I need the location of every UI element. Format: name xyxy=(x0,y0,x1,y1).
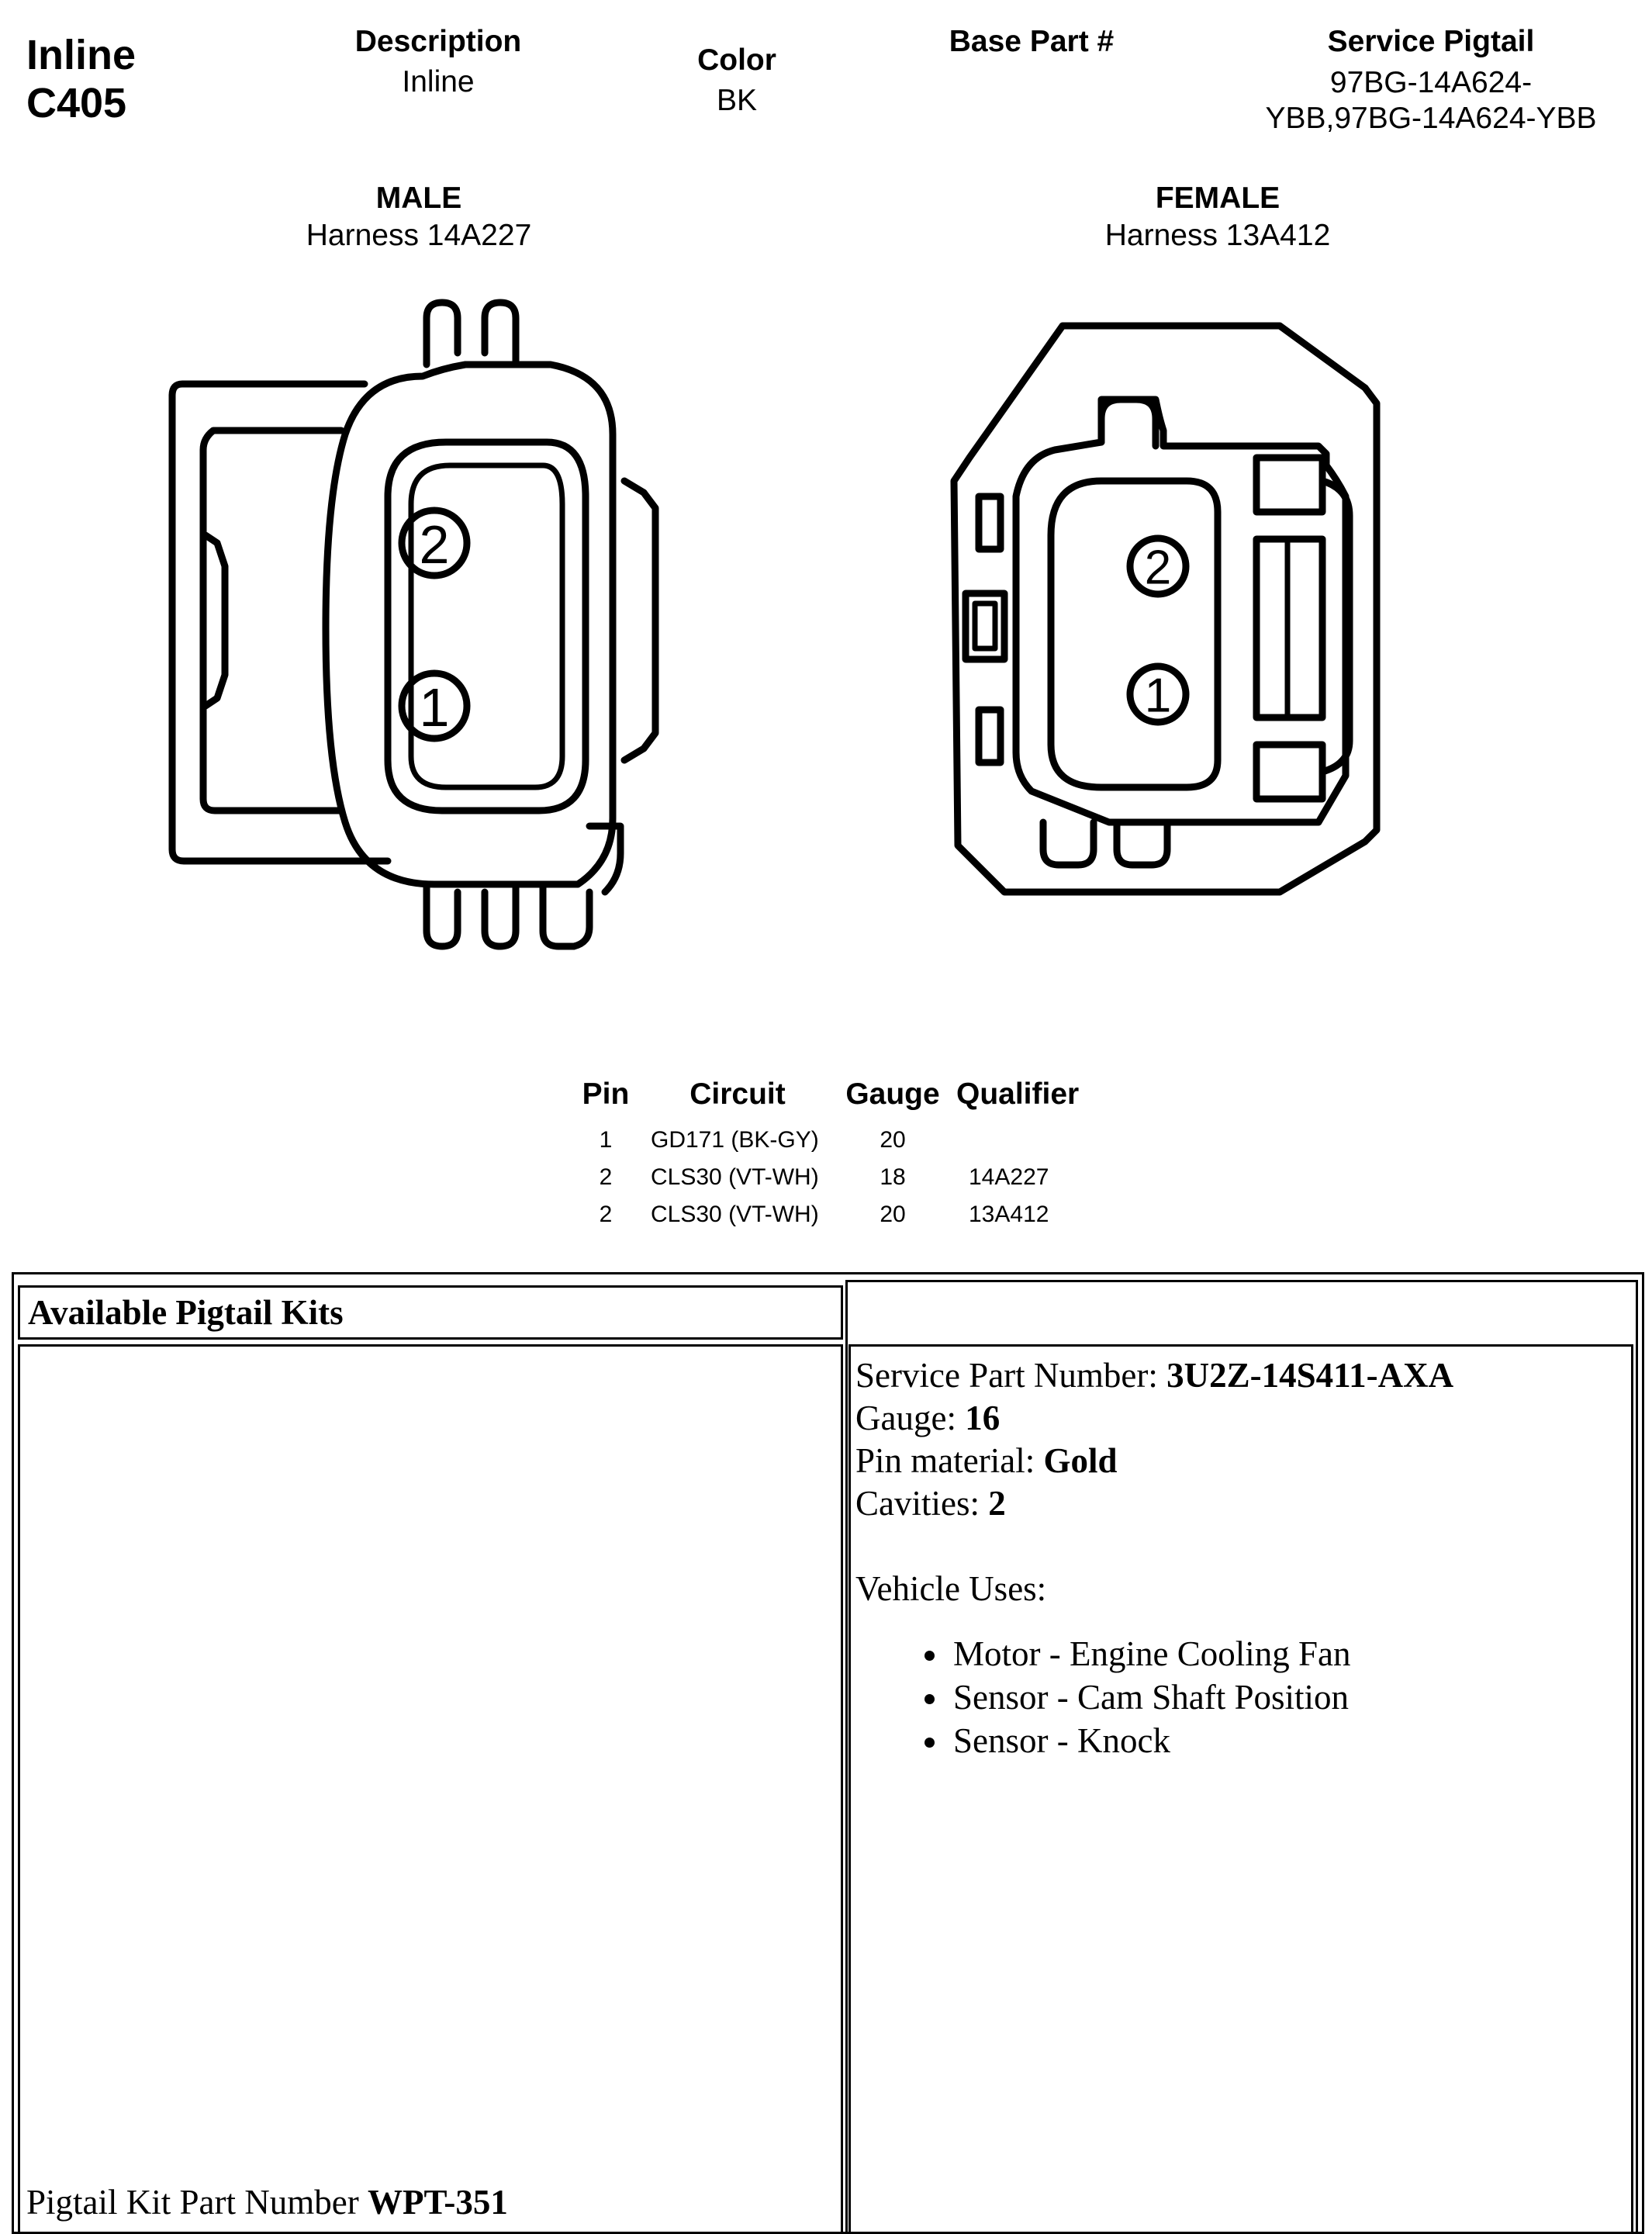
gauge-cell: 18 xyxy=(880,1164,906,1190)
qualifier-cell: 14A227 xyxy=(969,1164,1049,1190)
gauge-cell: 20 xyxy=(880,1127,906,1153)
female-housing-inner xyxy=(1016,399,1346,822)
female-connector-diagram xyxy=(0,0,1652,1008)
pigtail-kits-heading: Available Pigtail Kits xyxy=(18,1285,843,1340)
service-part-label: Service Part Number: xyxy=(855,1356,1167,1395)
female-label: FEMALE xyxy=(1155,182,1280,215)
female-bottom-notch-left xyxy=(1043,822,1094,865)
cavities-label: Cavities: xyxy=(855,1484,989,1523)
table-row xyxy=(570,1196,1105,1233)
circuit-header: Circuit xyxy=(689,1077,786,1111)
service-part-line xyxy=(855,1354,1626,1397)
gauge-header: Gauge xyxy=(845,1077,940,1111)
pin-header: Pin xyxy=(582,1077,630,1111)
female-pin-2-label: 2 xyxy=(1144,541,1172,595)
pigtail-kit-image-cell xyxy=(18,1344,843,2234)
table-row xyxy=(570,1159,1105,1196)
service-pigtail-line2: YBB,97BG-14A624-YBB xyxy=(1265,102,1597,135)
kit-part-value: WPT-351 xyxy=(367,2183,508,2222)
base-part-label: Base Part # xyxy=(949,25,1115,58)
pigtail-kit-part-line xyxy=(26,2181,508,2224)
female-bottom-notch-right xyxy=(1117,822,1167,865)
gauge-cell: 20 xyxy=(880,1202,906,1227)
list-item: • Sensor - Knock xyxy=(950,1719,1626,1762)
female-slot-middle-inner xyxy=(975,603,995,648)
female-top-notch xyxy=(1101,399,1156,446)
service-pigtail-label: Service Pigtail xyxy=(1327,25,1535,58)
male-harness: Harness 14A227 xyxy=(306,219,532,252)
list-item: • Motor - Engine Cooling Fan xyxy=(950,1632,1626,1676)
service-part-value: 3U2Z-14S411-AXA xyxy=(1166,1356,1454,1395)
vehicle-uses-list xyxy=(855,1632,1626,1762)
female-pin-1-label: 1 xyxy=(1144,669,1172,723)
connector-title-line1: Inline xyxy=(26,32,137,78)
service-pigtail-line1: 97BG-14A624- xyxy=(1329,66,1533,99)
pin-cell: 2 xyxy=(599,1202,613,1227)
kit-part-label: Pigtail Kit Part Number xyxy=(26,2183,368,2222)
qualifier-cell: 13A412 xyxy=(969,1202,1049,1227)
circuit-cell: CLS30 (VT-WH) xyxy=(651,1202,819,1227)
female-latch-top-block xyxy=(1256,458,1322,512)
circuit-cell: GD171 (BK-GY) xyxy=(651,1127,819,1153)
description-label: Description xyxy=(354,25,522,58)
pin-material-line xyxy=(855,1440,1626,1482)
gauge-value: 16 xyxy=(965,1399,1001,1437)
pin-material-label: Pin material: xyxy=(855,1441,1044,1480)
cavities-value: 2 xyxy=(988,1484,1006,1523)
female-latch-bottom-block xyxy=(1256,745,1322,799)
cavities-line xyxy=(855,1482,1626,1525)
vehicle-uses-label: Vehicle Uses: xyxy=(855,1569,1047,1608)
qualifier-header: Qualifier xyxy=(956,1077,1080,1111)
description-value: Inline xyxy=(402,65,475,99)
pin-circuit-table xyxy=(570,1078,1105,1233)
circuit-cell: CLS30 (VT-WH) xyxy=(651,1164,819,1190)
female-harness: Harness 13A412 xyxy=(1104,219,1331,252)
pin-cell: 2 xyxy=(599,1164,613,1190)
female-pin-face xyxy=(1051,481,1218,787)
female-slot-bottom xyxy=(979,710,1001,763)
list-item: • Sensor - Cam Shaft Position xyxy=(950,1676,1626,1719)
gauge-label: Gauge: xyxy=(855,1399,966,1437)
color-label: Color xyxy=(697,43,776,77)
male-pin-1-label: 1 xyxy=(419,677,450,738)
male-label: MALE xyxy=(375,182,462,215)
table-row xyxy=(570,1122,1105,1159)
pin-material-value: Gold xyxy=(1043,1441,1118,1480)
male-pin-2-label: 2 xyxy=(419,514,450,575)
pin-table-header-row xyxy=(570,1078,1105,1122)
pigtail-details-cell xyxy=(848,1344,1633,2234)
female-slot-top xyxy=(979,496,1001,549)
gauge-line xyxy=(855,1397,1626,1440)
qualifier-cell xyxy=(952,1122,1105,1159)
connector-title-line2: C405 xyxy=(26,80,127,126)
color-value: BK xyxy=(716,84,758,117)
pin-cell: 1 xyxy=(599,1127,613,1153)
